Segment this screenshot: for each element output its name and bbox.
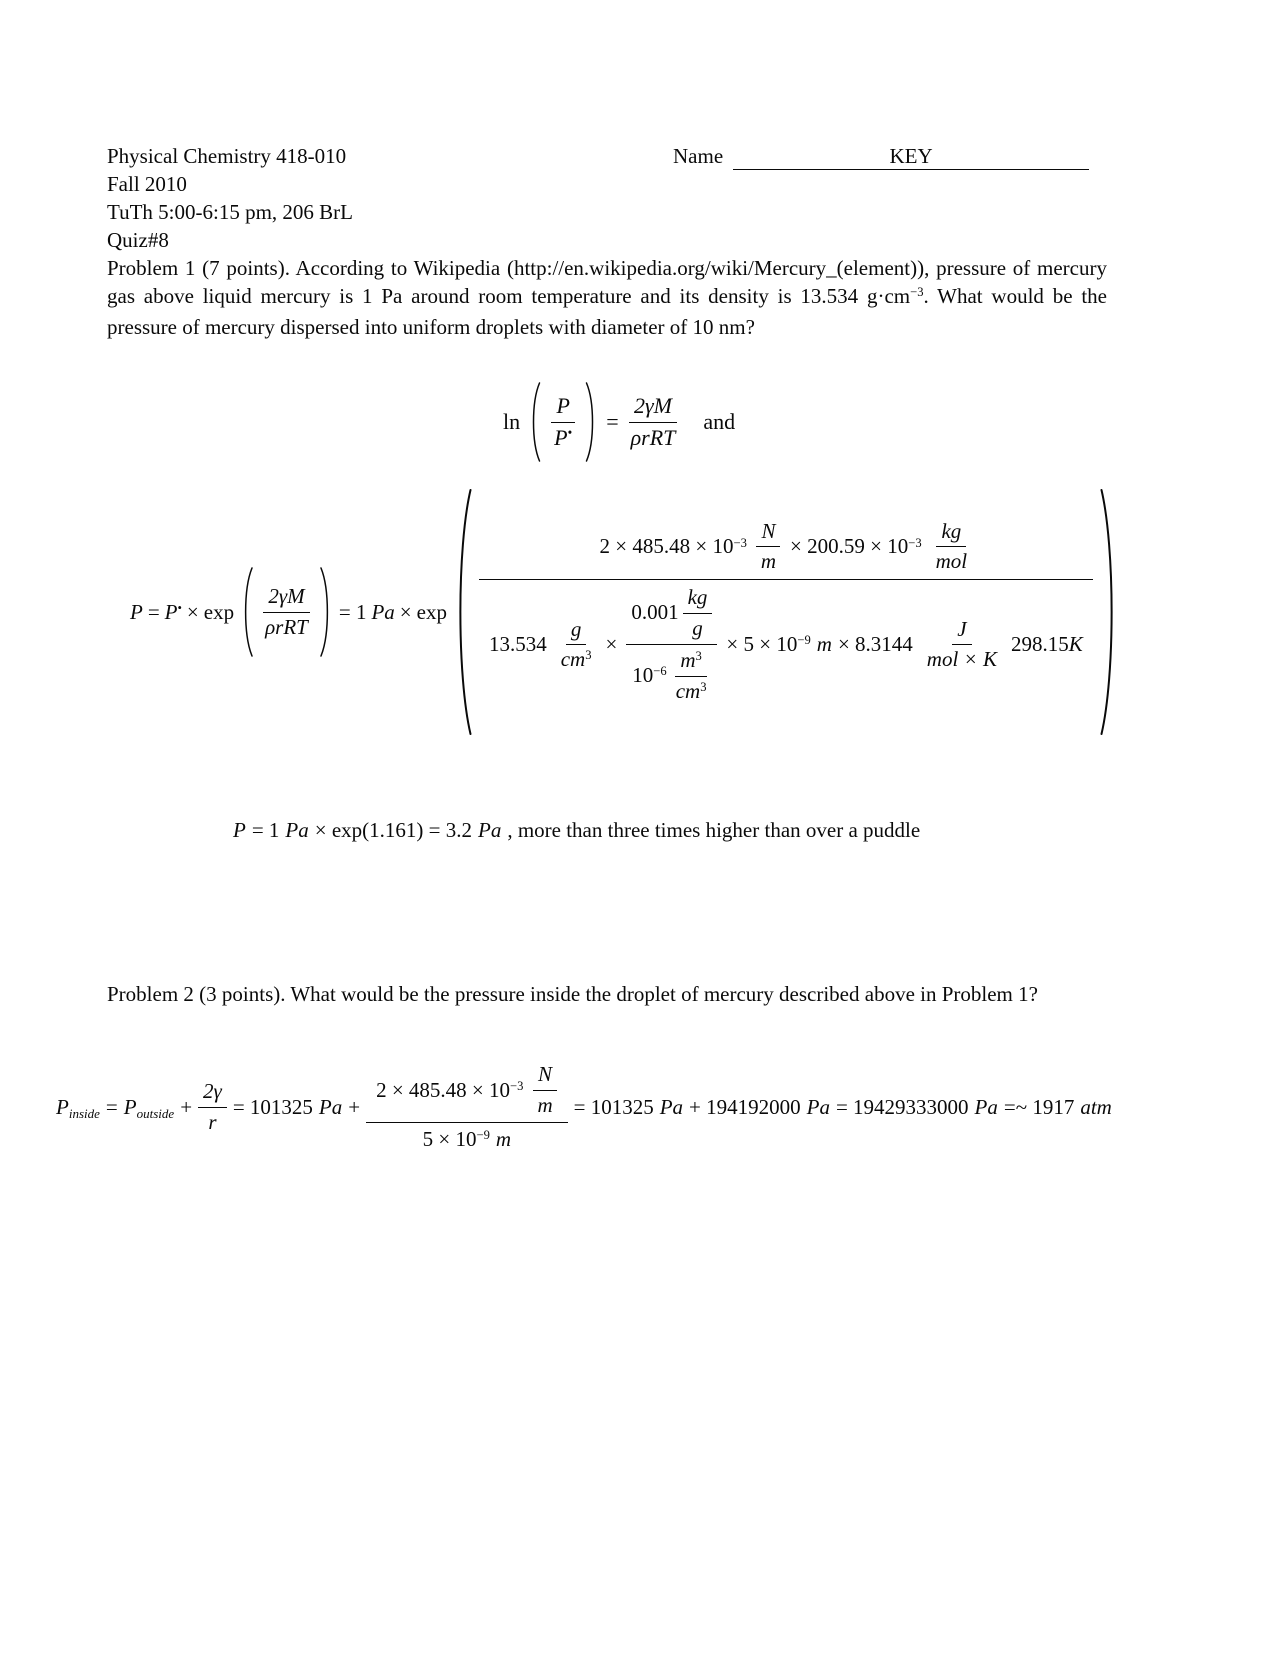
exponent: −3 (733, 535, 747, 550)
unit-numerator (675, 648, 706, 677)
density-exponent: −3 (910, 285, 924, 300)
unit-denominator: mol (935, 549, 968, 574)
pa-unit: Pa (371, 599, 395, 624)
conversion-numerator (626, 584, 717, 645)
m-unit: m (816, 632, 832, 657)
surface-tension-fraction (198, 1079, 227, 1135)
p-symbol: P (164, 599, 178, 624)
gas-constant: × 8.3144 (837, 632, 913, 657)
and-text: and (703, 409, 736, 434)
unit-numerator: kg (936, 519, 966, 548)
unit-numerator: N (756, 519, 780, 548)
equals-sign: = (606, 409, 619, 434)
result-P: P (233, 818, 246, 842)
coefficient-text: × 200.59 × 10 (790, 534, 909, 559)
p-ratio-fraction (549, 393, 577, 451)
pa-unit: Pa (285, 818, 309, 842)
big-close-paren-icon (1098, 486, 1120, 738)
denominator-row (479, 584, 1093, 705)
times-sign: × (399, 599, 412, 624)
times-sign: × (186, 599, 199, 624)
kelvin-unit: K (1068, 632, 1083, 657)
equals-one: = 1 (338, 599, 367, 624)
cm-unit: cm (675, 678, 701, 703)
unit-numerator: kg (683, 585, 713, 614)
name-label: Name (673, 144, 724, 168)
radius-value (423, 1127, 511, 1152)
pa-unit: Pa (974, 1094, 998, 1119)
temperature (1011, 632, 1083, 657)
pa-unit: Pa (659, 1094, 684, 1119)
name-value: KEY (889, 144, 933, 168)
star-superscript: • (567, 425, 573, 441)
coefficient (600, 534, 747, 559)
conversion-fraction (626, 584, 717, 705)
outside-subscript: outside (136, 1106, 175, 1122)
unit-denominator (671, 677, 712, 705)
result-comment: , more than three times higher than over a puddle (507, 818, 921, 842)
equals-sign: = (105, 1094, 118, 1119)
plus-sign: + (180, 1094, 193, 1119)
equals-sign: = (147, 599, 160, 624)
unit-numerator: J (952, 617, 971, 646)
denominator: ρrRT (265, 614, 308, 639)
pa-unit: Pa (806, 1094, 830, 1119)
unit-denominator: m (760, 549, 777, 574)
course-title: Physical Chemistry 418-010 (107, 144, 347, 168)
term: Fall 2010 (107, 172, 187, 196)
big-fraction (479, 519, 1093, 705)
unit-fraction-N-per-m (756, 519, 781, 575)
numerator-row (590, 519, 983, 575)
cube-exponent: 3 (700, 679, 707, 694)
unit-numerator: g (566, 617, 587, 646)
exp-operator: exp (203, 599, 235, 624)
power-of-ten (632, 664, 666, 688)
numerator: 2γM (629, 393, 677, 423)
quiz-number: Quiz#8 (107, 228, 169, 252)
coefficient-text: 5 × 10 (422, 1127, 477, 1152)
pa-unit: Pa (478, 818, 502, 842)
laplace-fraction (366, 1062, 568, 1152)
inside-subscript: inside (68, 1106, 100, 1122)
inner-fraction (260, 584, 313, 640)
star-superscript: • (177, 600, 182, 615)
density-value: 13.534 (488, 632, 547, 657)
sum-term: + 194192000 (689, 1094, 801, 1119)
m-unit: m (680, 648, 696, 673)
numerator-row (366, 1062, 568, 1118)
coefficient (376, 1078, 523, 1103)
close-paren-icon (584, 380, 599, 464)
p-symbol: P (554, 424, 568, 450)
exponent: −9 (797, 633, 811, 648)
problem1-text-post: . What would be the pressure of mercury dispersed into uniform droplets with diameter of 10 nm? (107, 284, 1107, 339)
p-inside (56, 1095, 100, 1120)
fraction-bar (479, 579, 1093, 580)
conversion-denominator (627, 645, 716, 705)
p-symbol: P (56, 1094, 69, 1119)
kelvin-rhs-fraction (626, 393, 681, 451)
numerator (551, 393, 574, 423)
exponent: −6 (653, 664, 667, 679)
total-pressure: = 19429333000 (835, 1094, 969, 1119)
name-underline (733, 143, 1089, 170)
exp-operator: exp (416, 599, 447, 624)
temperature-value: 298.15 (1010, 632, 1069, 657)
close-paren-icon (318, 565, 334, 659)
atmospheric-pressure: = 101325 (232, 1094, 313, 1119)
denominator (549, 423, 577, 452)
fraction-bar (366, 1122, 568, 1123)
open-paren-icon (239, 565, 255, 659)
unit-denominator: mol × K (926, 647, 997, 672)
sum-term: = 101325 (573, 1094, 654, 1119)
problem2-statement: Problem 2 (3 points). What would be the pressure inside the droplet of mercury described above in Problem 1? (107, 982, 1038, 1006)
exponent: −9 (476, 1128, 490, 1143)
cube-exponent: 3 (585, 648, 592, 663)
base-ten: 10 (632, 663, 654, 688)
p-star (165, 600, 182, 625)
cube-exponent: 3 (695, 649, 702, 664)
unit-denominator: m (537, 1092, 553, 1117)
header (107, 142, 1107, 341)
laplace-equation (56, 1062, 1256, 1152)
denominator-row (413, 1127, 521, 1152)
pa-unit: Pa (318, 1094, 343, 1119)
coefficient-text: 2 × 485.48 × 10 (599, 534, 734, 559)
numerator: 2γ (198, 1079, 227, 1108)
coefficient (790, 534, 922, 559)
result-eq: = 1 (251, 818, 280, 842)
schedule: TuTh 5:00-6:15 pm, 206 BrL (107, 200, 353, 224)
unit-fraction-g-per-cm3 (556, 617, 597, 673)
coefficient-text: × 5 × 10 (726, 632, 798, 657)
unit-fraction-kg-per-mol (931, 519, 973, 575)
name-field (673, 142, 1089, 170)
unit-fraction-J-per-molK (922, 617, 1002, 673)
unit-fraction-m3-per-cm3 (671, 648, 712, 704)
atm-unit: atm (1080, 1094, 1112, 1119)
kelvin-equation (503, 380, 735, 464)
unit-denominator: g (692, 615, 703, 640)
unit-fraction-N-per-m (532, 1062, 557, 1118)
exponent: −3 (510, 1078, 524, 1093)
radius-and-gas-constant (726, 632, 912, 657)
exponent: −3 (908, 535, 922, 550)
denominator: ρrRT (630, 424, 676, 450)
p-symbol: P (123, 1094, 137, 1119)
ln-operator: ln (503, 409, 521, 434)
m-unit: m (495, 1127, 512, 1152)
unit-numerator: N (533, 1062, 557, 1091)
p-outside (124, 1095, 174, 1120)
atm-value: =~ 1917 (1003, 1094, 1075, 1119)
main-equation (130, 486, 1120, 738)
lhs-P: P (130, 599, 143, 624)
problem1-text-pre: Problem 1 (7 points). According to Wikipedia (http://en.wikipedia.org/wiki/Mercury_(element)), pressure of mercury gas above liquid mercury is 1 Pa around room temperature and its density is 13.534 g·cm (107, 256, 1107, 308)
conversion-coefficient: 0.001 (631, 600, 679, 625)
unit-fraction-kg-per-g (683, 585, 713, 641)
p-star (554, 426, 572, 451)
big-open-paren-icon (452, 486, 474, 738)
p-symbol: P (556, 392, 570, 418)
numerator: 2γM (263, 584, 309, 613)
cm-unit: cm (560, 647, 586, 672)
problem1-statement (107, 254, 1107, 341)
denominator: r (208, 1109, 217, 1134)
coefficient-text: 2 × 485.48 × 10 (376, 1077, 511, 1102)
plus-sign: + (348, 1094, 361, 1119)
result-exp: × exp(1.161) = 3.2 (314, 818, 472, 842)
open-paren-icon (527, 380, 542, 464)
problem1-result (233, 818, 920, 843)
unit-denominator (556, 645, 597, 673)
times-sign: × (605, 632, 618, 657)
